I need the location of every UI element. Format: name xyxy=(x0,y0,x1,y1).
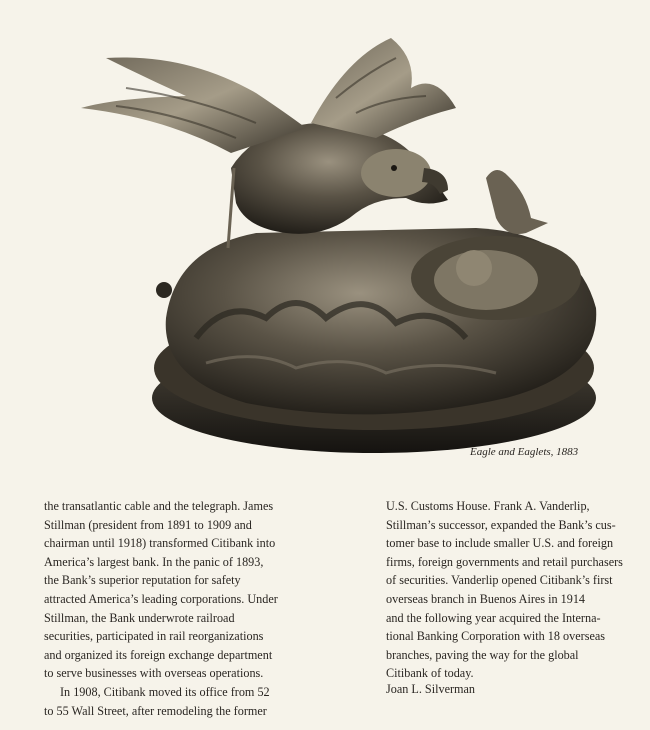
text-line: firms, foreign governments and retail purchasers xyxy=(386,554,623,569)
text-line: of securities. Vanderlip opened Citibank’s first xyxy=(386,573,613,588)
text-line: Stillman, the Bank underwrote railroad xyxy=(44,610,235,625)
text-line: Stillman (president from 1891 to 1909 and xyxy=(44,517,252,532)
eagle-bank-photo xyxy=(56,18,616,458)
right-column xyxy=(386,497,626,683)
author-signature: Joan L. Silverman xyxy=(386,682,476,696)
text-line: branches, paving the way for the global xyxy=(386,647,579,662)
text-line: the transatlantic cable and the telegraph. James xyxy=(44,499,274,513)
text-line: tional Banking Corporation with 18 overseas xyxy=(386,629,606,644)
photo-caption: Eagle and Eaglets, 1883 xyxy=(470,446,579,458)
text-line: attracted America’s leading corporations. Under xyxy=(44,591,278,606)
text-line: and organized its foreign exchange department xyxy=(44,647,273,662)
text-line: and the following year acquired the Interna- xyxy=(386,610,601,625)
text-line: securities, participated in rail reorganizations xyxy=(44,629,264,644)
text-line: chairman until 1918) transformed Citibank into xyxy=(44,536,276,551)
text-line: to 55 Wall Street, after remodeling the former xyxy=(44,703,267,718)
text-line: the Bank’s superior reputation for safety xyxy=(44,573,241,588)
text-line: Citibank of today. xyxy=(386,666,474,681)
text-line: overseas branch in Buenos Aires in 1914 xyxy=(386,591,586,606)
text-line: U.S. Customs House. Frank A. Vanderlip, xyxy=(386,499,590,513)
text-line: to serve businesses with overseas operations. xyxy=(44,666,264,681)
text-line: America’s largest bank. In the panic of 1893, xyxy=(44,554,264,569)
text-line: In 1908, Citibank moved its office from 52 xyxy=(60,684,270,699)
left-column xyxy=(44,497,284,720)
text-line: tomer base to include smaller U.S. and foreign xyxy=(386,536,614,551)
text-line: Stillman’s successor, expanded the Bank’s cus- xyxy=(386,517,616,532)
